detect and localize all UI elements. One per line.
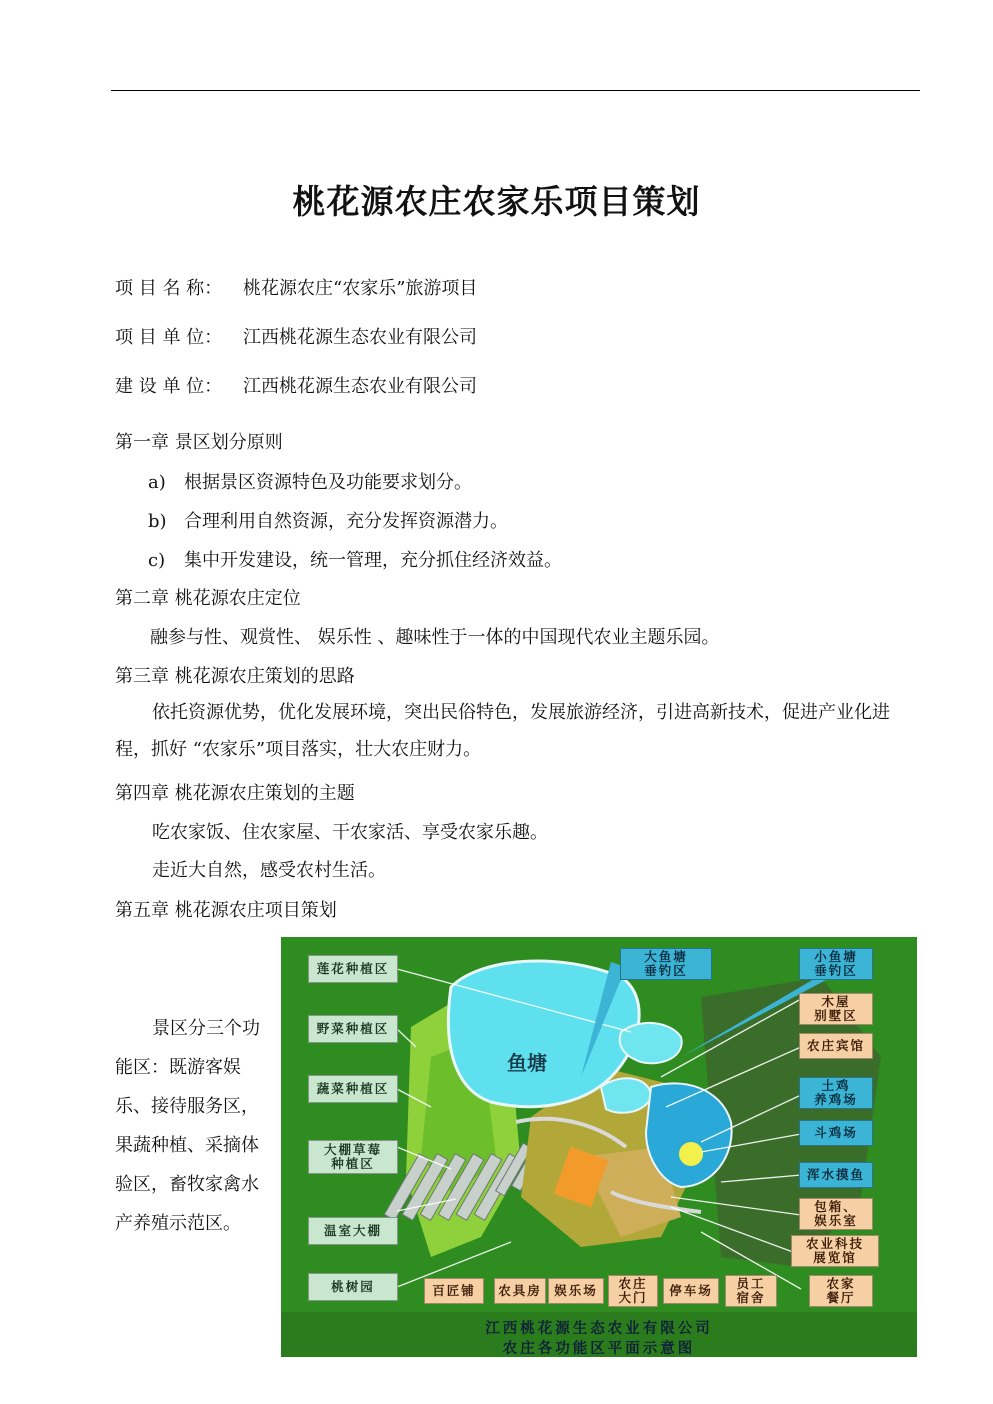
item-marker: a) [148,472,166,493]
map-label-restaurant: 农家 餐厅 [809,1275,873,1307]
info-builder-unit [115,372,477,398]
map-caption-company: 江西桃花源生态农业有限公司 [485,1320,713,1337]
map-label-cockfight: 斗鸡场 [799,1120,873,1146]
chapter-1-item-b [148,507,508,533]
farm-layout-map [281,937,917,1357]
info-label: 项 目 单 位： [115,327,223,348]
chapter-4-heading: 第四章 桃花源农庄策划的主题 [115,783,355,804]
map-label-staff-dorm: 员工 宿舍 [725,1275,777,1307]
map-label-cabins: 木屋 别墅区 [799,993,873,1025]
chapter-2-heading: 第二章 桃花源农庄定位 [115,588,301,609]
chapter-5-heading: 第五章 桃花源农庄项目策划 [115,900,337,921]
map-label-gate: 农庄 大门 [608,1275,658,1307]
item-text: 根据景区资源特色及功能要求划分。 [184,472,472,493]
header-rule [111,90,920,91]
info-project-unit [115,323,477,349]
info-value: 江西桃花源生态农业有限公司 [243,327,477,348]
map-label-craftsman: 百匠铺 [424,1278,484,1304]
chapter-1-item-c [148,546,562,572]
map-label-greenhouse: 温室大棚 [308,1217,398,1245]
map-label-playground: 娱乐场 [548,1278,604,1304]
map-label-strawberry: 大棚草莓 种植区 [308,1140,398,1174]
map-label-agri-museum: 农业科技 展览馆 [791,1235,879,1267]
info-value: 江西桃花源生态农业有限公司 [243,376,477,397]
map-label-lotus: 莲花种植区 [308,955,398,983]
map-label-big-pond: 大鱼塘 垂钓区 [620,948,712,980]
pond-label: 鱼塘 [507,1051,547,1075]
info-label: 项 目 名 称： [115,278,223,299]
item-marker: c) [148,550,166,571]
info-value: 桃花源农庄“农家乐”旅游项目 [243,278,478,299]
document-title: 桃花源农庄农家乐项目策划 [292,182,701,221]
map-label-parking: 停车场 [663,1278,719,1304]
map-label-hotel: 农庄宾馆 [799,1033,873,1059]
chapter-3-text: 依托资源优势，优化发展环境，突出民俗特色，发展旅游经济，引进高新技术，促进产业化进程，抓好 “农家乐”项目落实，壮大农庄财力。 [115,702,890,760]
chapter-3-heading: 第三章 桃花源农庄策划的思路 [115,666,355,687]
map-label-tool-room: 农具房 [494,1278,546,1304]
info-project-name [115,274,477,300]
info-label: 建 设 单 位： [115,376,223,397]
chapter-1-heading: 第一章 景区划分原则 [115,432,283,453]
map-label-ktv: 包箱、 娱乐室 [799,1198,873,1230]
item-marker: b) [148,511,167,532]
chapter-4-line-2: 走近大自然，感受农村生活。 [152,860,386,881]
map-label-vegetable: 蔬菜种植区 [308,1075,398,1103]
chapter-4-line-1: 吃农家饭、住农家屋、干农家活、享受农家乐趣。 [152,822,548,843]
chapter-2-text: 融参与性、观赏性、 娱乐性 、趣味性于一体的中国现代农业主题乐园。 [150,627,720,648]
item-text: 合理利用自然资源，充分发挥资源潜力。 [184,511,508,532]
map-label-fishing-game: 浑水摸鱼 [799,1162,873,1188]
item-text: 集中开发建设，统一管理，充分抓住经济效益。 [184,550,562,571]
map-label-small-pond: 小鱼塘 垂钓区 [799,948,873,980]
map-caption-title: 农庄各功能区平面示意图 [502,1340,696,1357]
map-label-wild-veg: 野菜种植区 [308,1015,398,1043]
chapter-5-side-text: 景区分三个功能区：既游客娱乐、接待服务区，果蔬种植、采摘体验区，畜牧家禽水产养殖示范区。 [115,1018,260,1234]
map-label-peach: 桃树园 [308,1273,398,1301]
chapter-1-item-a [148,468,472,494]
map-label-chicken-farm: 土鸡 养鸡场 [799,1077,873,1109]
